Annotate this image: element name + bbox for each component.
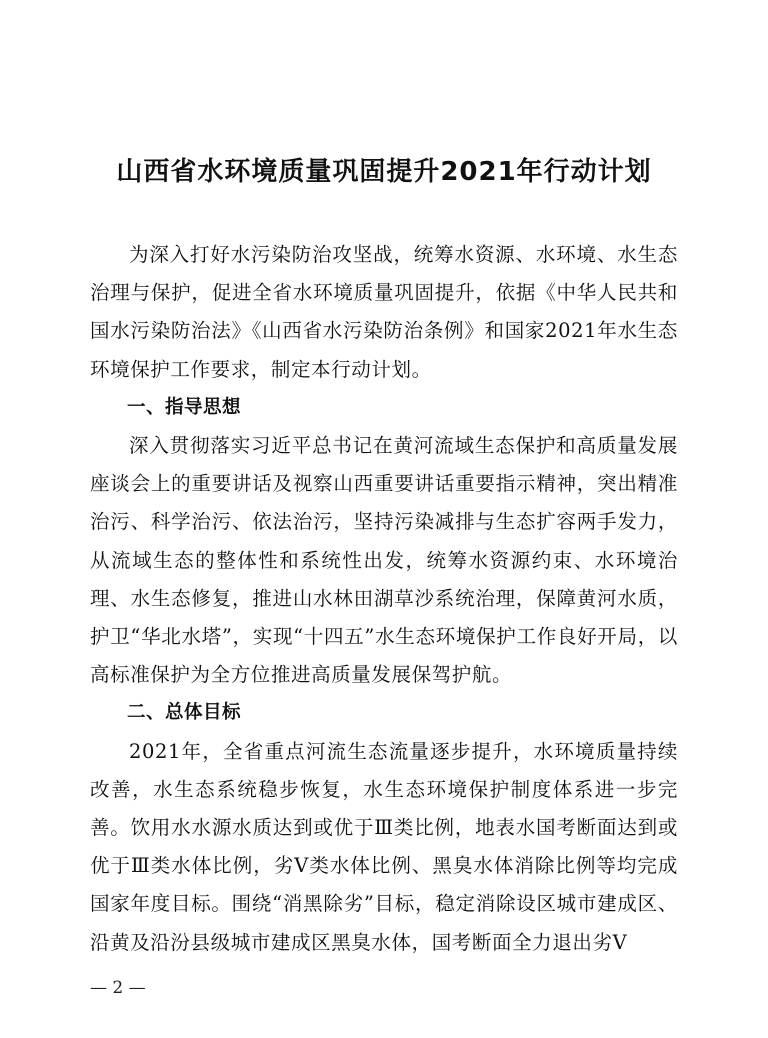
document-title: 山西省水环境质量巩固提升2021年行动计划 bbox=[116, 157, 652, 187]
section-heading-overall-goals: 二、总体目标 bbox=[127, 702, 242, 724]
overall-goals-paragraph: 2021年，全省重点河流生态流量逐步提升，水环境质量持续改善，水生态系统稳步恢复，水生态环境保护制度体系进一步完善。饮用水水源水质达到或优于Ⅲ类比例，地表水国考断面达到或优于Ⅲ类水体比例，劣Ⅴ类水体比例、黑臭水体消除比例等均完成国家年度目标。围绕“消黑除劣”目标，稳定消除设区城市建成区、沿黄及沿汾县级城市建成区黑臭水体，国考断面全力退出劣Ⅴ bbox=[90, 739, 678, 954]
guiding-ideology-paragraph: 深入贯彻落实习近平总书记在黄河流域生态保护和高质量发展座谈会上的重要讲话及视察山西重要讲话重要指示精神，突出精准治污、科学治污、依法治污，坚持污染减排与生态扩容两手发力，从流域生态的整体性和系统性出发，统筹水资源约束、水环境治理、水生态修复，推进山水林田湖草沙系统治理，保障黄河水质，护卫“华北水塔”，实现“十四五”水生态环境保护工作良好开局，以高标准保护为全方位推进高质量发展保驾护航。 bbox=[90, 434, 678, 687]
page-number: — 2 — bbox=[90, 978, 146, 998]
section-heading-guiding-ideology: 一、指导思想 bbox=[127, 396, 242, 418]
intro-paragraph: 为深入打好水污染防治攻坚战，统筹水资源、水环境、水生态治理与保护，促进全省水环境质量巩固提升，依据《中华人民共和国水污染防治法》《山西省水污染防治条例》和国家2021年水生态环境保护工作要求，制定本行动计划。 bbox=[90, 243, 678, 381]
document-body bbox=[90, 236, 678, 962]
